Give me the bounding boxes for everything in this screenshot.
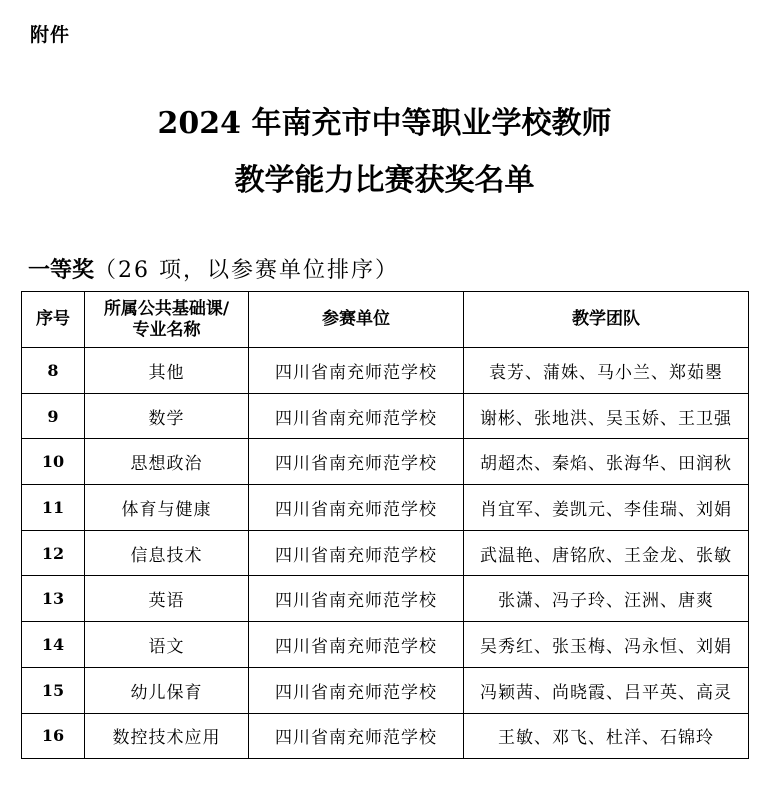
cell-team: 袁芳、蒲姝、马小兰、郑茹瞾 — [464, 348, 749, 394]
cell-team: 谢彬、张地洪、吴玉娇、王卫强 — [464, 393, 749, 439]
table-row — [22, 713, 749, 759]
cell-unit: 四川省南充师范学校 — [249, 439, 464, 485]
header-course — [85, 292, 249, 348]
cell-no: 13 — [22, 576, 85, 622]
table-row — [22, 576, 749, 622]
cell-unit: 四川省南充师范学校 — [249, 393, 464, 439]
table-row — [22, 667, 749, 713]
cell-team: 张潇、冯子玲、汪洲、唐爽 — [464, 576, 749, 622]
cell-course: 数学 — [85, 393, 249, 439]
table-row — [22, 530, 749, 576]
cell-unit: 四川省南充师范学校 — [249, 667, 464, 713]
cell-course: 体育与健康 — [85, 485, 249, 531]
cell-unit: 四川省南充师范学校 — [249, 348, 464, 394]
document-title-line-1: 2024 年南充市中等职业学校教师 — [157, 106, 612, 141]
cell-unit: 四川省南充师范学校 — [249, 713, 464, 759]
header-no: 序号 — [22, 292, 85, 348]
cell-course: 其他 — [85, 348, 249, 394]
header-course-line-2: 专业名称 — [132, 319, 201, 340]
header-course-line-1: 所属公共基础课/ — [103, 298, 230, 319]
cell-unit: 四川省南充师范学校 — [249, 530, 464, 576]
document-title-line-2: 教学能力比赛获奖名单 — [234, 163, 535, 198]
table-row — [22, 439, 749, 485]
cell-unit: 四川省南充师范学校 — [249, 485, 464, 531]
table-row — [22, 348, 749, 394]
attachment-label: 附件 — [30, 24, 71, 46]
cell-team: 肖宜军、姜凯元、李佳瑞、刘娟 — [464, 485, 749, 531]
cell-course: 英语 — [85, 576, 249, 622]
cell-team: 王敏、邓飞、杜洋、石锦玲 — [464, 713, 749, 759]
table-row — [22, 622, 749, 668]
cell-course: 数控技术应用 — [85, 713, 249, 759]
cell-no: 8 — [22, 348, 85, 394]
award-table — [21, 291, 749, 759]
table-row — [22, 485, 749, 531]
cell-team: 武温艳、唐铭欣、王金龙、张敏 — [464, 530, 749, 576]
cell-unit: 四川省南充师范学校 — [249, 576, 464, 622]
table-header-row — [22, 292, 749, 348]
cell-no: 14 — [22, 622, 85, 668]
cell-no: 16 — [22, 713, 85, 759]
cell-team: 吴秀红、张玉梅、冯永恒、刘娟 — [464, 622, 749, 668]
cell-course: 语文 — [85, 622, 249, 668]
header-unit: 参赛单位 — [249, 292, 464, 348]
header-team: 教学团队 — [464, 292, 749, 348]
cell-no: 9 — [22, 393, 85, 439]
cell-unit: 四川省南充师范学校 — [249, 622, 464, 668]
cell-course: 信息技术 — [85, 530, 249, 576]
cell-no: 12 — [22, 530, 85, 576]
cell-course: 幼儿保育 — [85, 667, 249, 713]
award-note: （26 项，以参赛单位排序） — [94, 258, 400, 283]
table-row — [22, 393, 749, 439]
cell-no: 10 — [22, 439, 85, 485]
cell-no: 11 — [22, 485, 85, 531]
section-heading — [28, 253, 399, 284]
cell-team: 冯颖茜、尚晓霞、吕平英、高灵 — [464, 667, 749, 713]
cell-course: 思想政治 — [85, 439, 249, 485]
cell-no: 15 — [22, 667, 85, 713]
cell-team: 胡超杰、秦焰、张海华、田润秋 — [464, 439, 749, 485]
award-level: 一等奖 — [28, 258, 95, 283]
